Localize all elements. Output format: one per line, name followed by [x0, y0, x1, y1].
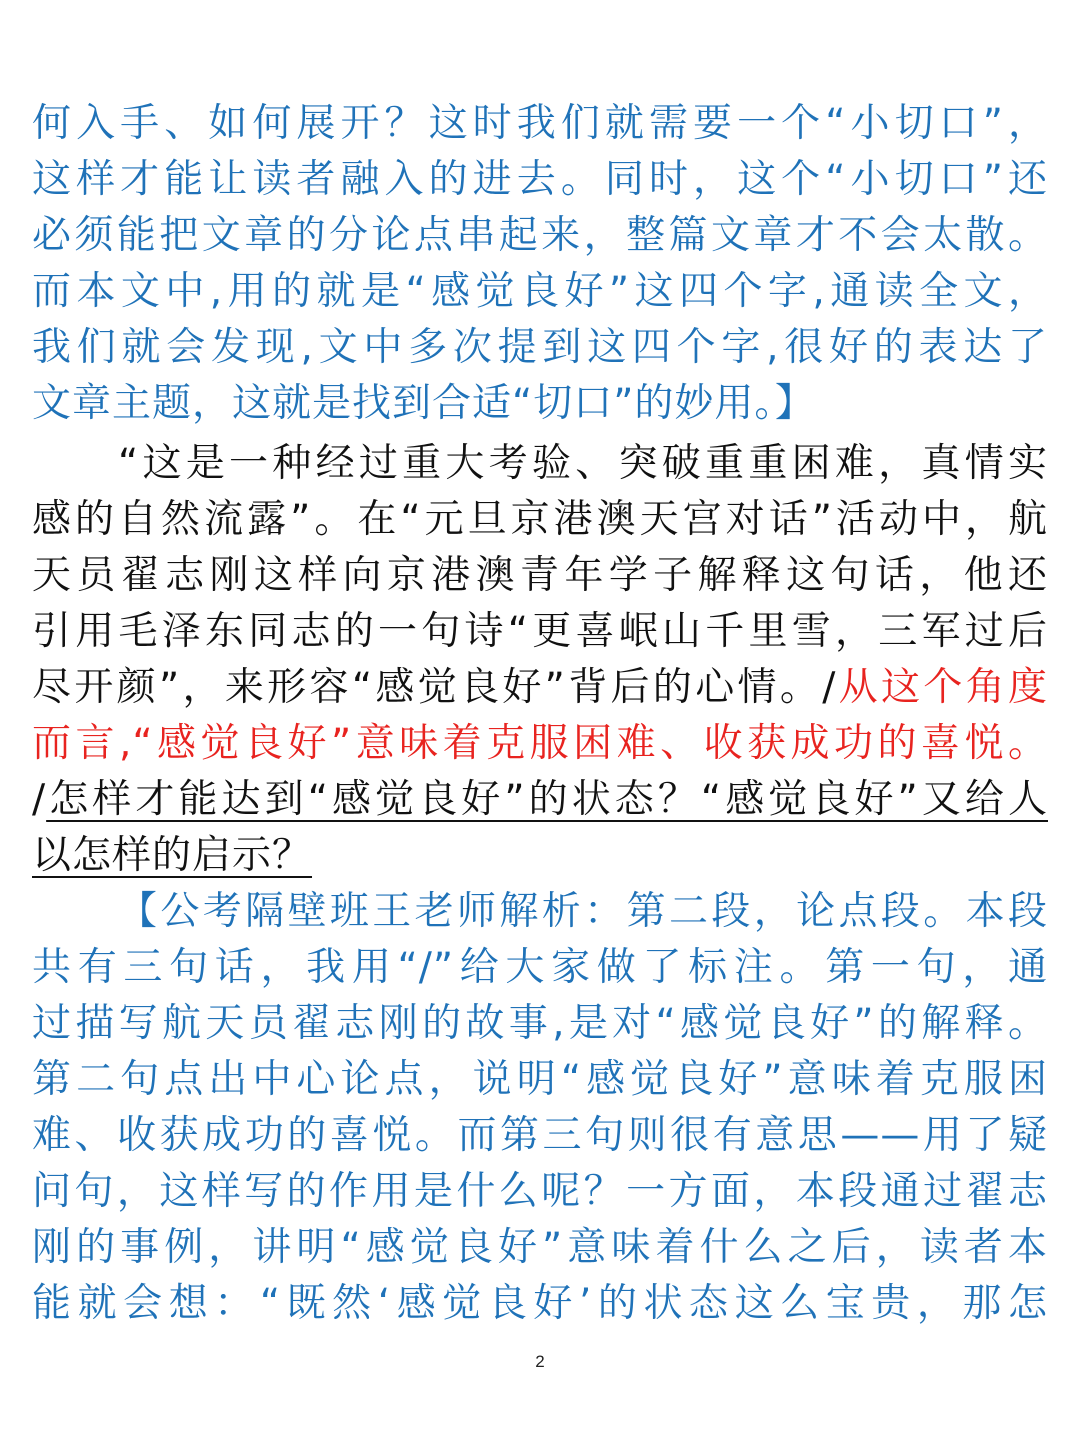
- commentary-line: 必须能把文章的分论点串起来，整篇文章才不会太散。: [32, 213, 1048, 258]
- body-line: “这是一种经过重大考验、突破重重困难，真情实: [118, 441, 1048, 486]
- page-number: 2: [535, 1352, 545, 1371]
- underlined-question: 以怎样的启示？: [32, 833, 313, 878]
- highlighted-thesis-line: 而言,“感觉良好”意味着克服困难、收获成功的喜悦。: [32, 721, 1048, 766]
- commentary-line: 【公考隔壁班王老师解析：第二段，论点段。本段: [118, 889, 1048, 934]
- commentary-line: 过描写航天员翟志刚的故事,是对“感觉良好”的解释。: [32, 1001, 1048, 1046]
- highlighted-thesis: 从这个角度: [836, 665, 1048, 710]
- body-line: 引用毛泽东同志的一句诗“更喜岷山千里雪，三军过后: [32, 609, 1048, 654]
- body-line: 感的自然流露”。在“元旦京港澳天宫对话”活动中，航: [32, 497, 1048, 542]
- commentary-line: 这样才能让读者融入的进去。同时，这个“小切口”还: [32, 157, 1048, 202]
- commentary-line: 难、收获成功的喜悦。而第三句则很有意思——用了疑: [32, 1113, 1048, 1158]
- commentary-line: 刚的事例，讲明“感觉良好”意味着什么之后，读者本: [32, 1225, 1048, 1270]
- commentary-line: 能就会想：“既然‘感觉良好’的状态这么宝贵，那怎: [32, 1281, 1048, 1326]
- body-line: [32, 772, 1048, 828]
- body-line: 天员翟志刚这样向京港澳青年学子解释这句话，他还: [32, 553, 1048, 598]
- body-line: [32, 660, 1048, 716]
- commentary-line: 第二句点出中心论点，说明“感觉良好”意味着克服困: [32, 1057, 1048, 1102]
- commentary-line: 共有三句话，我用“/”给大家做了标注。第一句，通: [32, 945, 1048, 990]
- commentary-line: 文章主题，这就是找到合适“切口”的妙用。】: [32, 381, 815, 426]
- commentary-line: 问句，这样写的作用是什么呢？一方面，本段通过翟志: [32, 1169, 1048, 1214]
- sentence-divider: /: [32, 777, 47, 822]
- underlined-question: 怎样才能达到“感觉良好”的状态？“感觉良好”又给人: [46, 777, 1048, 822]
- body-line: [32, 828, 1048, 884]
- commentary-line: 我们就会发现,文中多次提到这四个字,很好的表达了: [32, 325, 1048, 370]
- commentary-line: 而本文中,用的就是“感觉良好”这四个字,通读全文，: [32, 269, 1048, 314]
- commentary-line: 何入手、如何展开？这时我们就需要一个“小切口”，: [32, 101, 1048, 146]
- body-text: 尽开颜”，来形容“感觉良好”背后的心情。/: [32, 665, 837, 710]
